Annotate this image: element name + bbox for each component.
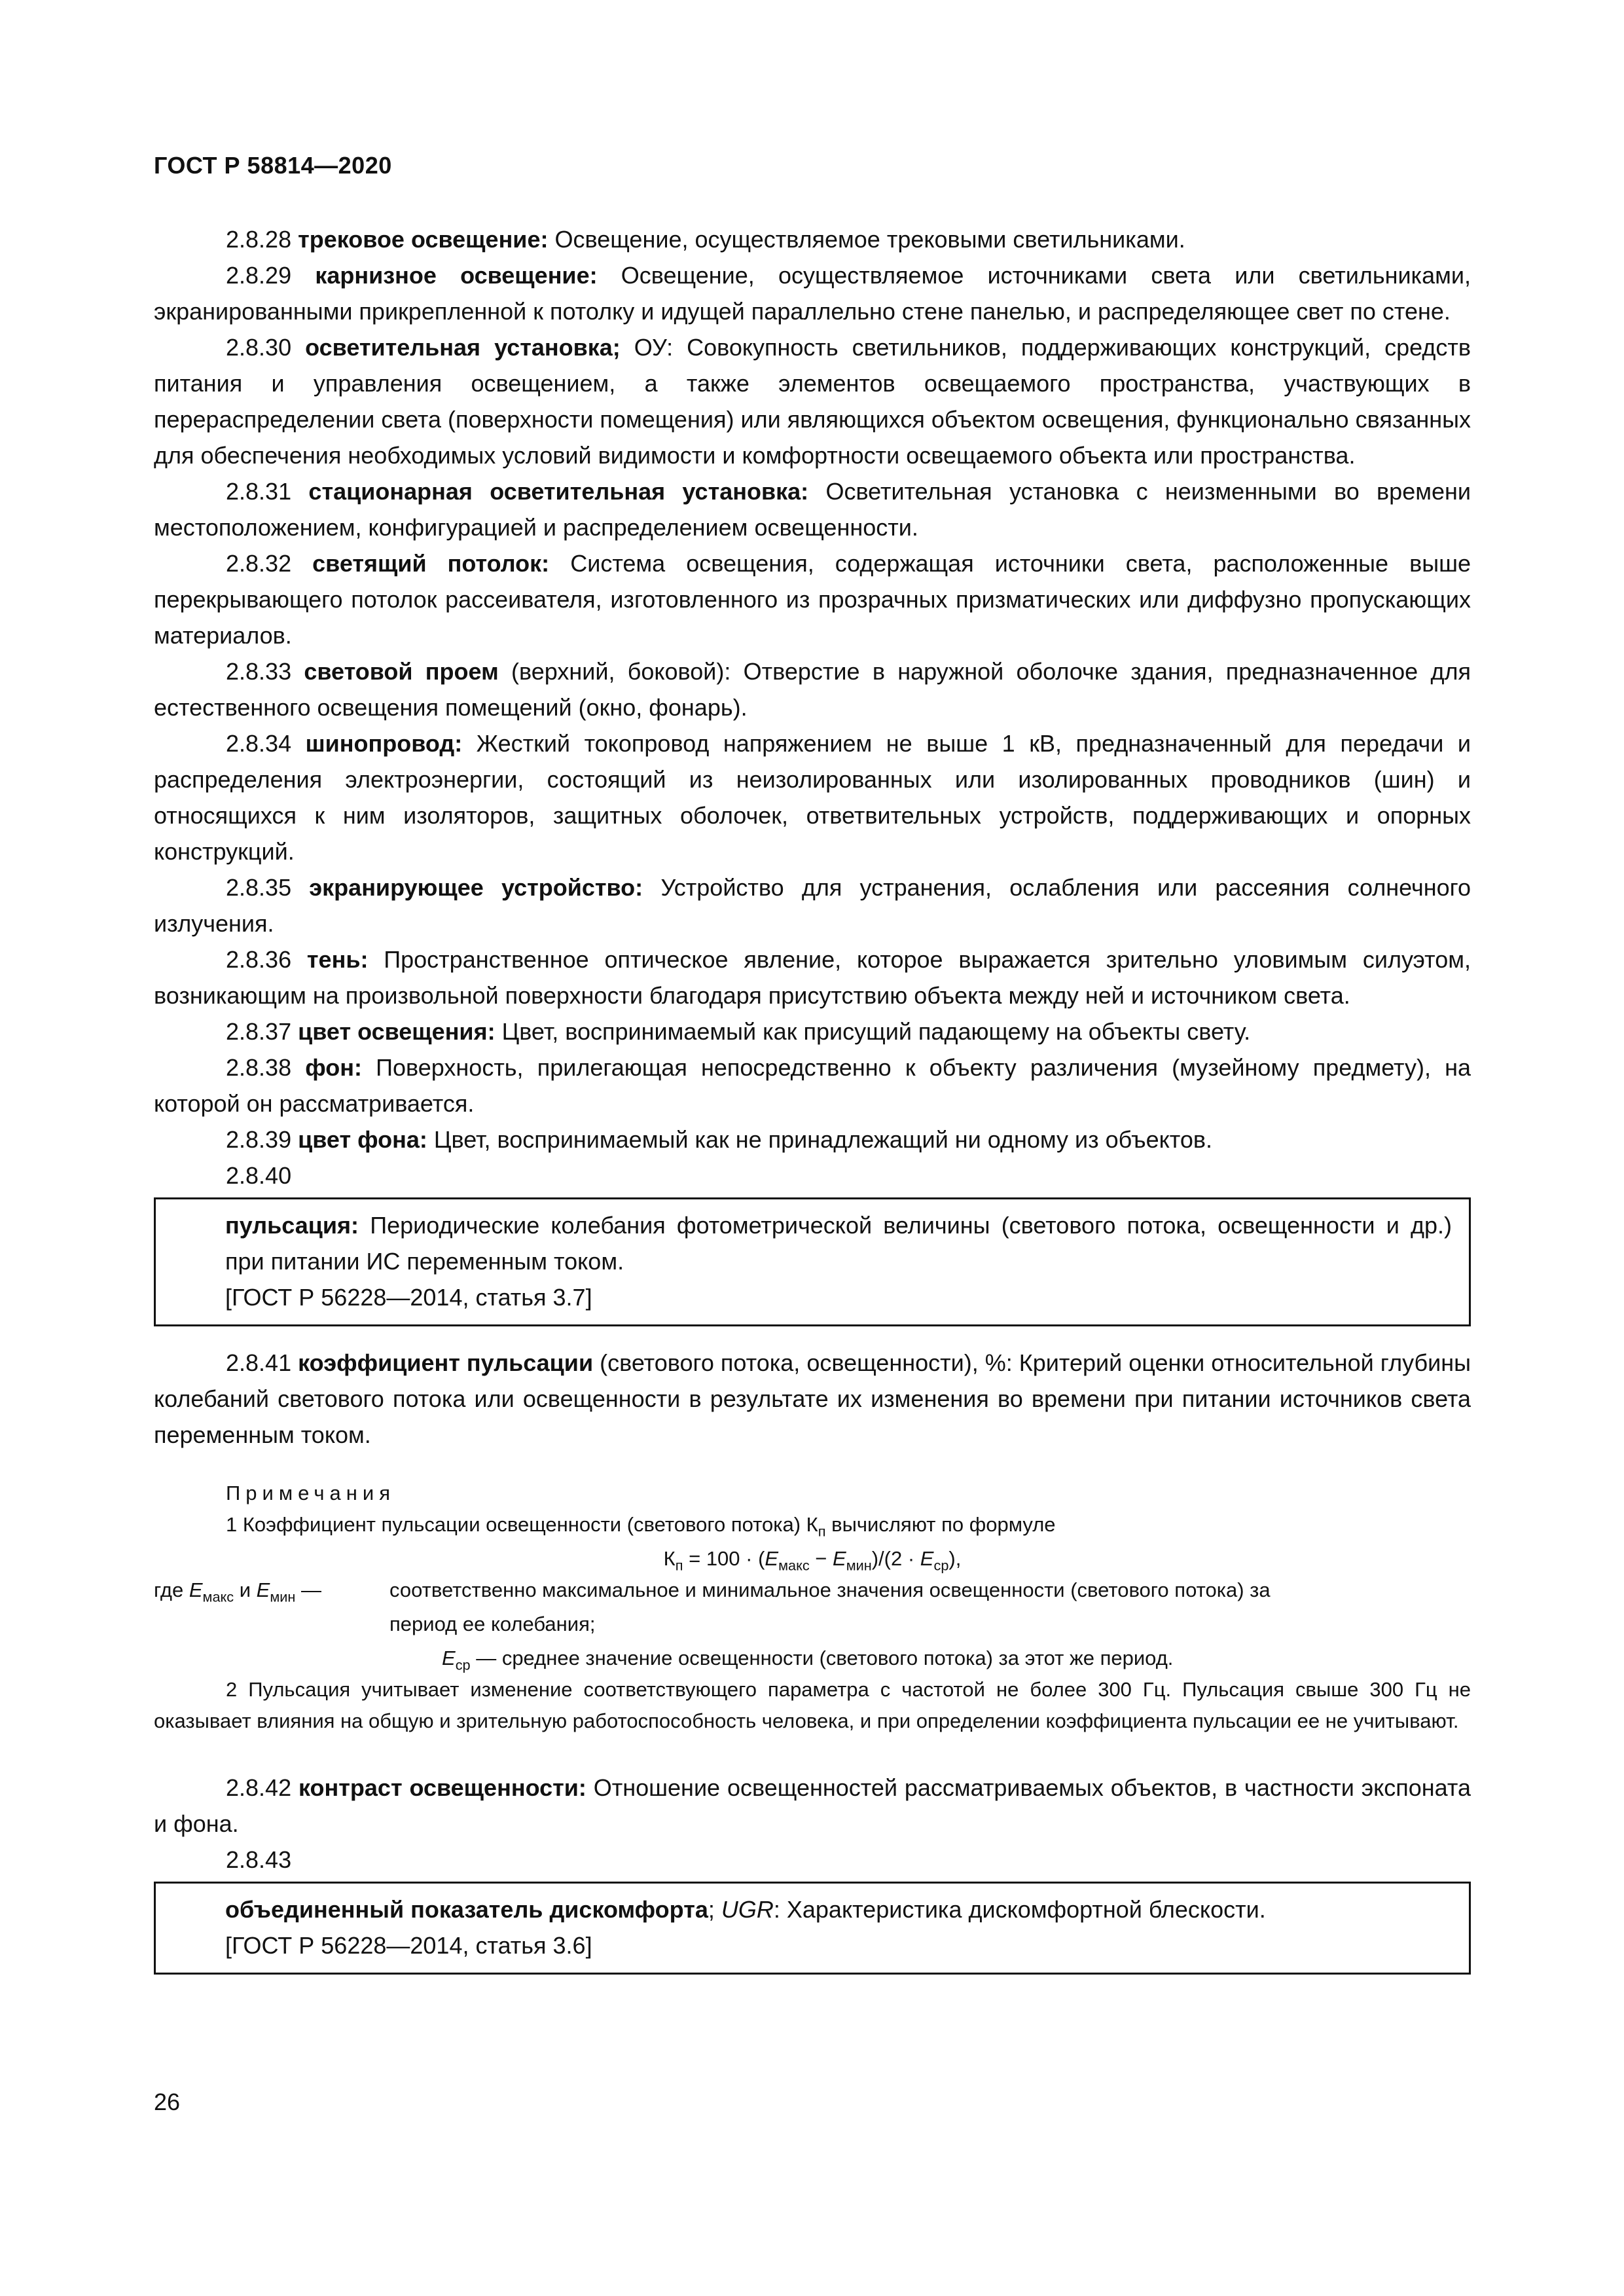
where-label: где $E_{макс}$ и $E_{мин}$ — bbox=[154, 1578, 321, 1605]
term-2-8-40-box bbox=[154, 1197, 1471, 1326]
document-header: ГОСТ Р 58814—2020 bbox=[154, 152, 392, 179]
term-2-8-42: 2.8.42 контраст освещенности: Отношение освещенностей рассматриваемых объектов, в частности экспоната и фона. bbox=[154, 1774, 1471, 1837]
term-2-8-43-definition: объединенный показатель дискомфорта; UGR: Характеристика дискомфортной блескости. bbox=[225, 1896, 1266, 1923]
note-1: 1 Коэффициент пульсации освещенности (светового потока) $К_п$ вычисляют по формуле bbox=[226, 1513, 1056, 1540]
formula-where-max-min bbox=[154, 1575, 1471, 1606]
formula-where-average: $E_{ср}$ — среднее значение освещенности (светового потока) за этот же период. bbox=[442, 1647, 1174, 1673]
term-2-8-33: 2.8.33 световой проем (верхний, боковой): Отверстие в наружной оболочке здания, предназначенное для естественного освещения помещений (окно, фонарь). bbox=[154, 658, 1471, 721]
term-2-8-28: 2.8.28 трековое освещение: Освещение, осуществляемое трековыми светильниками. bbox=[226, 226, 1185, 253]
term-2-8-41: 2.8.41 коэффициент пульсации (светового потока, освещенности), %: Критерий оценки относительной глубины колебаний светового потока или освещенности в результате их изменения во времени при питании источников света переменным током. bbox=[154, 1349, 1471, 1448]
term-2-8-38: 2.8.38 фон: Поверхность, прилегающая непосредственно к объекту различения (музейному предмету), на которой он рассматривается. bbox=[154, 1054, 1471, 1117]
term-2-8-30: 2.8.30 осветительная установка; ОУ: Совокупность светильников, поддерживающих конструкций, средств питания и управления освещением, а также элементов освещаемого пространства, участвующих в перераспределении света (поверхности помещения) или являющихся объектом освещения, функционально связанных для обеспечения необходимых условий видимости и комфортности освещаемого объекта или пространства. bbox=[154, 334, 1471, 469]
term-2-8-35: 2.8.35 экранирующее устройство: Устройство для устранения, ослабления или рассеяния солнечного излучения. bbox=[154, 874, 1471, 937]
where-text-continuation: период ее колебания; bbox=[389, 1613, 596, 1635]
term-2-8-29: 2.8.29 карнизное освещение: Освещение, осуществляемое источниками света или светильниками, экранированными прикрепленной к потолку и идущей параллельно стене панелью, и распределяющее свет по стене. bbox=[154, 262, 1471, 325]
term-2-8-43-box bbox=[154, 1882, 1471, 1975]
notes-heading: Примечания bbox=[226, 1482, 395, 1504]
term-2-8-40-number: 2.8.40 bbox=[226, 1162, 292, 1189]
term-2-8-36: 2.8.36 тень: Пространственное оптическое явление, которое выражается зрительно уловимым силуэтом, возникающим на произвольной поверхности благодаря присутствию объекта между ней и источником света. bbox=[154, 946, 1471, 1009]
term-2-8-40-reference: [ГОСТ Р 56228—2014, статья 3.7] bbox=[225, 1284, 592, 1311]
notes-block bbox=[154, 1478, 1471, 1737]
term-2-8-43-number: 2.8.43 bbox=[226, 1846, 292, 1873]
page-number: 26 bbox=[154, 2088, 181, 2115]
term-2-8-39: 2.8.39 цвет фона: Цвет, воспринимаемый как не принадлежащий ни одному из объектов. bbox=[226, 1126, 1213, 1153]
note-2: 2 Пульсация учитывает изменение соответствующего параметра с частотой не более 300 Гц. Пульсация свыше 300 Гц не оказывает влияния на общую и зрительную работоспособность человека, и при определении коэффициента пульсации ее не учитывают. bbox=[154, 1678, 1471, 1732]
document-body bbox=[154, 221, 1471, 1993]
pulsation-formula: $К_п = 100 \cdot (E_{макс} - E_{мин})/(2 \cdot E_{ср})$, bbox=[663, 1547, 962, 1574]
term-2-8-40-definition: пульсация: Периодические колебания фотометрической величины (светового потока, освещенности и др.) при питании ИС переменным током. bbox=[225, 1212, 1452, 1275]
term-2-8-31: 2.8.31 стационарная осветительная установка: Осветительная установка с неизменными во времени местоположением, конфигурацией и распределением освещенности. bbox=[154, 478, 1471, 541]
term-2-8-37: 2.8.37 цвет освещения: Цвет, воспринимаемый как присущий падающему на объекты свету. bbox=[226, 1018, 1251, 1045]
term-2-8-32: 2.8.32 светящий потолок: Система освещения, содержащая источники света, расположенные выше перекрывающего потолок рассеивателя, изготовленного из прозрачных призматических или диффузно пропускающих материалов. bbox=[154, 550, 1471, 649]
term-2-8-34: 2.8.34 шинопровод: Жесткий токопровод напряжением не выше 1 кВ, предназначенный для передачи и распределения электроэнергии, состоящий из неизолированных или изолированных проводников (шин) и относящихся к ним изоляторов, защитных оболочек, ответвительных устройств, поддерживающих и опорных конструкций. bbox=[154, 730, 1471, 865]
where-text: соответственно максимальное и минимальное значения освещенности (светового потока) за bbox=[389, 1578, 1271, 1601]
term-2-8-43-reference: [ГОСТ Р 56228—2014, статья 3.6] bbox=[225, 1932, 592, 1959]
